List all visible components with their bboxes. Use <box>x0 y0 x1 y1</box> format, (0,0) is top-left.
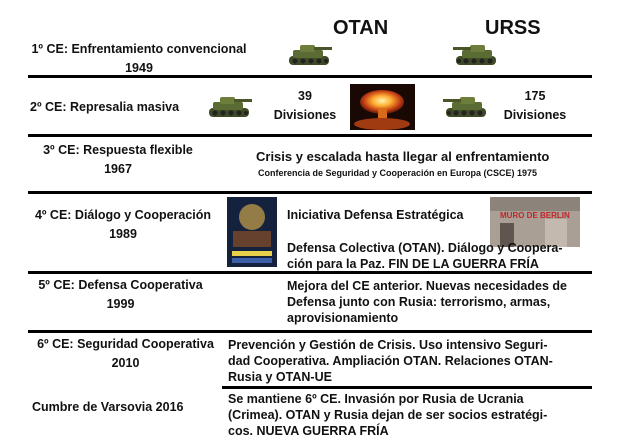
row4-text <box>287 240 563 272</box>
urss-divisions <box>495 87 575 125</box>
row3-year: 1967 <box>104 162 132 176</box>
row5-text-line2: Defensa junto con Rusia: terrorismo, armas, <box>287 295 551 309</box>
row6-text-line2: dad Cooperativa. Ampliación OTAN. Relaciones OTAN- <box>228 354 553 368</box>
tank-icon <box>450 42 500 68</box>
tank-icon <box>440 94 490 120</box>
row4-text-line1: Defensa Colectiva (OTAN). Diálogo y Coopera- <box>287 241 563 255</box>
row3-title: 3º CE: Respuesta flexible <box>43 143 193 157</box>
row6-text <box>228 337 553 385</box>
berlin-wall-caption: MURO DE BERLIN <box>500 211 570 220</box>
row4-label <box>28 206 218 244</box>
divider <box>28 191 592 194</box>
divider <box>28 330 592 333</box>
divider <box>28 271 592 274</box>
tank-icon <box>285 42 335 68</box>
row7-text-line3: cos. NUEVA GUERRA FRÍA <box>228 424 389 438</box>
row6-label <box>28 335 223 373</box>
urss-divisions-value: 175 <box>524 89 546 103</box>
row1-label <box>24 40 254 78</box>
row3-subtext: Conferencia de Seguridad y Cooperación en Europa (CSCE) 1975 <box>258 168 538 178</box>
row3-label <box>28 141 208 179</box>
row6-year: 2010 <box>111 356 140 370</box>
otan-divisions <box>270 87 340 125</box>
row5-title: 5º CE: Defensa Cooperativa <box>38 278 203 292</box>
row1-year: 1949 <box>125 61 153 75</box>
movie-poster-image <box>227 197 277 267</box>
divider <box>28 75 592 78</box>
urss-divisions-unit: Divisiones <box>503 108 567 122</box>
row3-text: Crisis y escalada hasta llegar al enfrentamiento <box>256 149 550 164</box>
nuclear-explosion-image <box>350 84 415 130</box>
row4-title: 4º CE: Diálogo y Cooperación <box>34 208 212 222</box>
otan-header: OTAN <box>333 17 389 39</box>
row4-text-top: Iniciativa Defensa Estratégica <box>287 208 464 222</box>
otan-divisions-unit: Divisiones <box>273 108 337 122</box>
row6-title: 6º CE: Seguridad Cooperativa <box>37 337 214 351</box>
row7-text <box>228 391 547 439</box>
row6-text-line3: Rusia y OTAN-UE <box>228 370 332 384</box>
otan-divisions-value: 39 <box>298 89 312 103</box>
tank-icon <box>205 94 255 120</box>
row4-year: 1989 <box>109 227 137 241</box>
divider <box>28 134 592 137</box>
row5-label <box>28 276 213 314</box>
row5-year: 1999 <box>106 297 135 311</box>
row5-text <box>287 278 567 326</box>
row2-label: 2º CE: Represalia masiva <box>30 100 180 114</box>
row6-text-line1: Prevención y Gestión de Crisis. Uso intensivo Seguri- <box>228 338 548 352</box>
row7-label: Cumbre de Varsovia 2016 <box>32 400 184 414</box>
row7-text-line1: Se mantiene 6º CE. Invasión por Rusia de Ucrania <box>228 392 524 406</box>
row5-text-line1: Mejora del CE anterior. Nuevas necesidades de <box>287 279 567 293</box>
urss-header: URSS <box>485 17 541 39</box>
row4-text-line2: ción para la Paz. FIN DE LA GUERRA FRÍA <box>287 257 539 271</box>
row5-text-line3: aprovisionamiento <box>287 311 399 325</box>
row7-text-line2: (Crimea). OTAN y Rusia dejan de ser socios estratégi- <box>228 408 548 422</box>
row1-title: 1º CE: Enfrentamiento convencional <box>31 42 247 56</box>
divider <box>222 386 592 389</box>
